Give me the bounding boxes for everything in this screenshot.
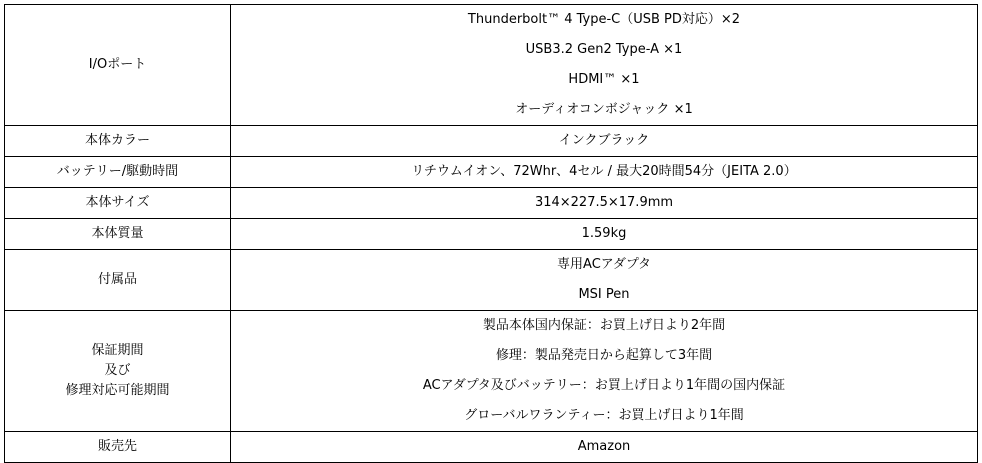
spec-row — [5, 188, 978, 219]
spec-row — [5, 219, 978, 250]
spec-value: Amazon — [577, 439, 631, 454]
spec-value: MSI Pen — [578, 287, 630, 302]
spec-row — [5, 5, 978, 126]
spec-table — [4, 4, 978, 463]
spec-value-cell — [231, 311, 978, 432]
spec-value: オーディオコンボジャック ×1 — [515, 102, 693, 117]
spec-label-cell — [5, 5, 231, 126]
spec-value: 専用ACアダプタ — [557, 257, 651, 272]
spec-label: 付属品 — [97, 272, 137, 287]
spec-table-body — [5, 5, 978, 463]
spec-row — [5, 311, 978, 432]
spec-label: 修理対応可能期間 — [65, 383, 170, 398]
spec-value-cell — [231, 250, 978, 311]
spec-label-cell — [5, 311, 231, 432]
spec-label-cell — [5, 188, 231, 219]
spec-value: 修理：製品発売日から起算して3年間 — [495, 348, 713, 363]
spec-label: 本体カラー — [84, 133, 150, 148]
spec-label: 本体サイズ — [85, 195, 150, 210]
spec-row — [5, 126, 978, 157]
spec-value: ACアダプタ及びバッテリー：お買上げ日より1年間の国内保証 — [422, 378, 786, 393]
spec-label: 保証期間 — [91, 343, 144, 358]
spec-value-cell — [231, 219, 978, 250]
spec-label: I/Oポート — [88, 57, 147, 72]
spec-row — [5, 250, 978, 311]
spec-value: HDMI™ ×1 — [568, 72, 640, 87]
spec-label: バッテリー/駆動時間 — [56, 164, 179, 179]
spec-value: リチウムイオン、72Whr、4セル / 最大20時間54分（JEITA 2.0） — [411, 164, 797, 179]
spec-value: 1.59kg — [581, 226, 627, 241]
spec-label-cell — [5, 126, 231, 157]
spec-value: Thunderbolt™ 4 Type-C（USB PD対応）×2 — [467, 12, 741, 27]
spec-label-cell — [5, 219, 231, 250]
spec-value: グローバルワランティー：お買上げ日より1年間 — [464, 408, 744, 423]
spec-value: 314×227.5×17.9mm — [534, 195, 674, 210]
spec-label: 販売先 — [97, 439, 137, 454]
spec-value: 製品本体国内保証：お買上げ日より2年間 — [482, 318, 726, 333]
spec-value-cell — [231, 157, 978, 188]
spec-value-cell — [231, 5, 978, 126]
spec-value: USB3.2 Gen2 Type-A ×1 — [525, 42, 683, 57]
spec-label: 本体質量 — [91, 226, 144, 241]
spec-value-cell — [231, 126, 978, 157]
spec-label: 及び — [104, 363, 131, 378]
spec-label-cell — [5, 250, 231, 311]
spec-row — [5, 157, 978, 188]
spec-value: インクブラック — [558, 133, 650, 148]
spec-label-cell — [5, 157, 231, 188]
spec-value-cell — [231, 188, 978, 219]
